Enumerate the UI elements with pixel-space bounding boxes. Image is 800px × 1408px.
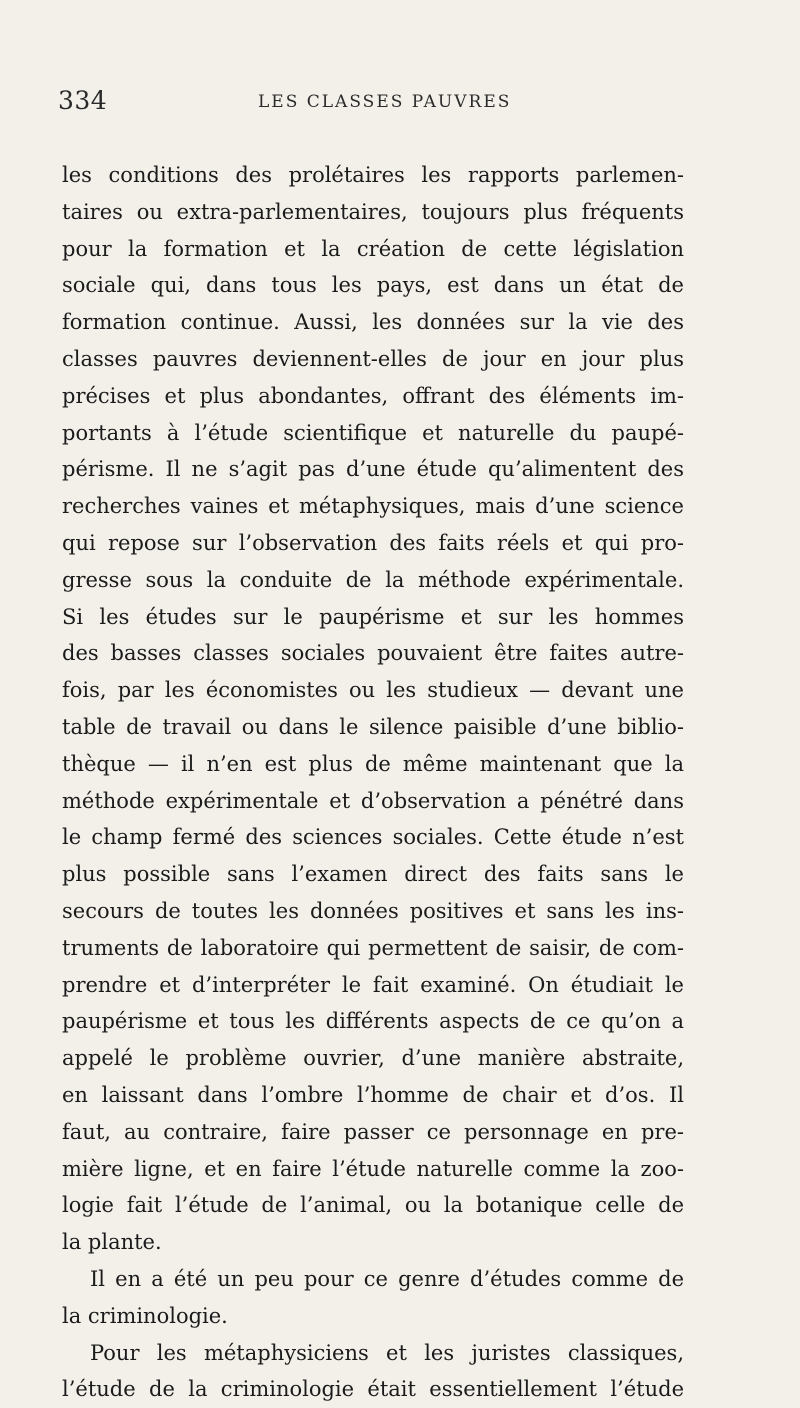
text-line: paupérisme et tous les différents aspects de ce qu’on a (62, 1009, 684, 1034)
text-line: faut, au contraire, faire passer ce personnage en pre- (62, 1119, 684, 1144)
text-line: qui repose sur l’observation des faits réels et qui pro- (62, 530, 684, 555)
text-line: gresse sous la conduite de la méthode expérimentale. (62, 567, 684, 592)
text-line: taires ou extra-parlementaires, toujours plus fréquents (62, 199, 684, 224)
text-line: portants à l’étude scientifique et naturelle du paupé- (62, 420, 684, 445)
text-line: recherches vaines et métaphysiques, mais d’une science (62, 494, 684, 519)
text-line: plus possible sans l’examen direct des faits sans le (62, 862, 684, 887)
text-line: en laissant dans l’ombre l’homme de chair et d’os. Il (62, 1082, 684, 1107)
text-line: la plante. (62, 1230, 162, 1255)
text-line: appelé le problème ouvrier, d’une manière abstraite, (62, 1046, 684, 1071)
text-line: classes pauvres deviennent-elles de jour en jour plus (62, 346, 684, 371)
text-line: la criminologie. (62, 1303, 228, 1328)
text-line: pour la formation et la création de cette législation (62, 236, 684, 261)
text-line: sociale qui, dans tous les pays, est dans un état de (62, 273, 684, 298)
text-line: méthode expérimentale et d’observation a pénétré dans (62, 788, 684, 813)
text-line: prendre et d’interpréter le fait examiné. On étudiait le (62, 972, 684, 997)
text-line: truments de laboratoire qui permettent de saisir, de com- (62, 935, 684, 960)
running-title: LES CLASSES PAUVRES (258, 92, 512, 112)
page-header (58, 86, 678, 126)
text-line: les conditions des prolétaires les rapports parlemen- (62, 163, 684, 187)
text-line: précises et plus abondantes, offrant des éléments im- (62, 383, 684, 408)
text-line: thèque — il n’en est plus de même maintenant que la (62, 751, 684, 776)
text-line: périsme. Il ne s’agit pas d’une étude qu’alimentent des (62, 457, 684, 482)
text-line: le champ fermé des sciences sociales. Cette étude n’est (62, 825, 684, 850)
page-number: 334 (58, 86, 108, 115)
text-line: Si les études sur le paupérisme et sur les hommes (62, 604, 684, 629)
text-line: Il en a été un peu pour ce genre d’études comme de (90, 1266, 684, 1291)
text-line: fois, par les économistes ou les studieux — devant une (62, 678, 684, 703)
text-line: des basses classes sociales pouvaient être faites autre- (62, 641, 684, 666)
text-line: secours de toutes les données positives et sans les ins- (62, 898, 684, 923)
text-line: l’étude de la criminologie était essentiellement l’étude (62, 1377, 684, 1402)
text-line: table de travail ou dans le silence paisible d’une biblio- (62, 714, 684, 739)
text-line: mière ligne, et en faire l’étude naturelle comme la zoo- (62, 1156, 684, 1181)
text-line: logie fait l’étude de l’animal, ou la botanique celle de (62, 1193, 684, 1218)
text-line: Pour les métaphysiciens et les juristes classiques, (90, 1340, 684, 1365)
text-line: formation continue. Aussi, les données sur la vie des (62, 310, 684, 335)
body-text (62, 157, 684, 1408)
